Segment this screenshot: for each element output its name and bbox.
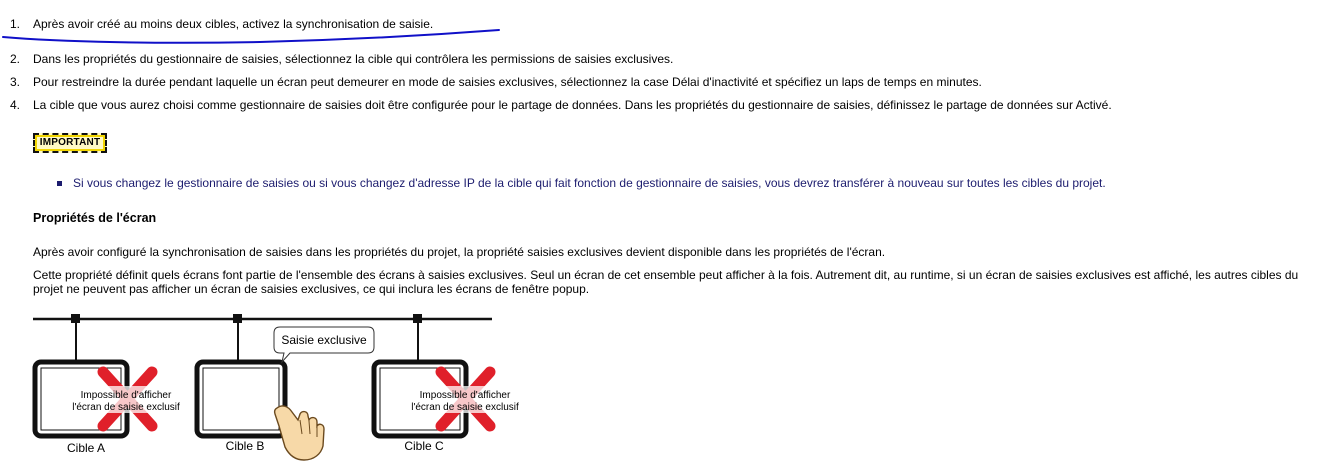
bullet-square-icon xyxy=(57,181,62,186)
pointing-hand-icon xyxy=(275,406,324,460)
step-number: 4. xyxy=(10,98,21,112)
step-text: Après avoir créé au moins deux cibles, activez la synchronisation de saisie. xyxy=(33,17,434,31)
network-node-a xyxy=(71,314,80,323)
callout-text: Saisie exclusive xyxy=(281,333,367,347)
blocked-text-a-line1: Impossible d'afficher xyxy=(80,390,172,401)
step-number: 3. xyxy=(10,75,21,89)
blocked-text-c-line1: Impossible d'afficher xyxy=(419,390,511,401)
target-b-label: Cible B xyxy=(225,439,265,453)
blocked-text-a-line2: l'écran de saisie exclusif xyxy=(72,402,180,413)
step-number: 2. xyxy=(10,52,21,66)
target-b-screen xyxy=(197,362,285,436)
target-a-label: Cible A xyxy=(66,441,106,455)
step-text: La cible que vous aurez choisi comme gestionnaire de saisies doit être configurée pour le partage de données. Dans les propriétés du gestionnaire de saisies, définissez le partage de données sur Activé. xyxy=(33,98,1112,112)
target-c-label: Cible C xyxy=(404,439,444,453)
step-number: 1. xyxy=(10,17,21,31)
paragraph-2: Cette propriété définit quels écrans font partie de l'ensemble des écrans à saisies exclusives. Seul un écran de cet ensemble peut afficher à la fois. Autrement dit, au runtime, si un écran de saisies exclusives est affiché, les autres cibles du projet ne peuvent pas afficher un écran de saisies exclusives, ce qui inclura les écrans de fenêtre popup. xyxy=(33,268,1299,296)
important-badge: IMPORTANT xyxy=(33,133,107,153)
important-note-text: Si vous changez le gestionnaire de saisies ou si vous changez d'adresse IP de la cible qui fait fonction de gestionnaire de saisies, vous devrez transférer à nouveau sur toutes les cibles du projet. xyxy=(73,176,1106,190)
step-text: Pour restreindre la durée pendant laquelle un écran peut demeurer en mode de saisies exclusives, sélectionnez la case Délai d'inactivité et spécifiez un laps de temps en minutes. xyxy=(33,75,982,89)
step-text: Dans les propriétés du gestionnaire de saisies, sélectionnez la cible qui contrôlera les permissions de saisies exclusives. xyxy=(33,52,674,66)
exclusive-input-diagram xyxy=(0,300,540,467)
network-node-b xyxy=(233,314,242,323)
section-title: Propriétés de l'écran xyxy=(33,211,157,225)
paragraph-1: Après avoir configuré la synchronisation de saisies dans les propriétés du projet, la propriété saisies exclusives devient disponible dans les propriétés de l'écran. xyxy=(33,245,886,259)
blocked-text-c-line2: l'écran de saisie exclusif xyxy=(411,402,519,413)
network-node-c xyxy=(413,314,422,323)
